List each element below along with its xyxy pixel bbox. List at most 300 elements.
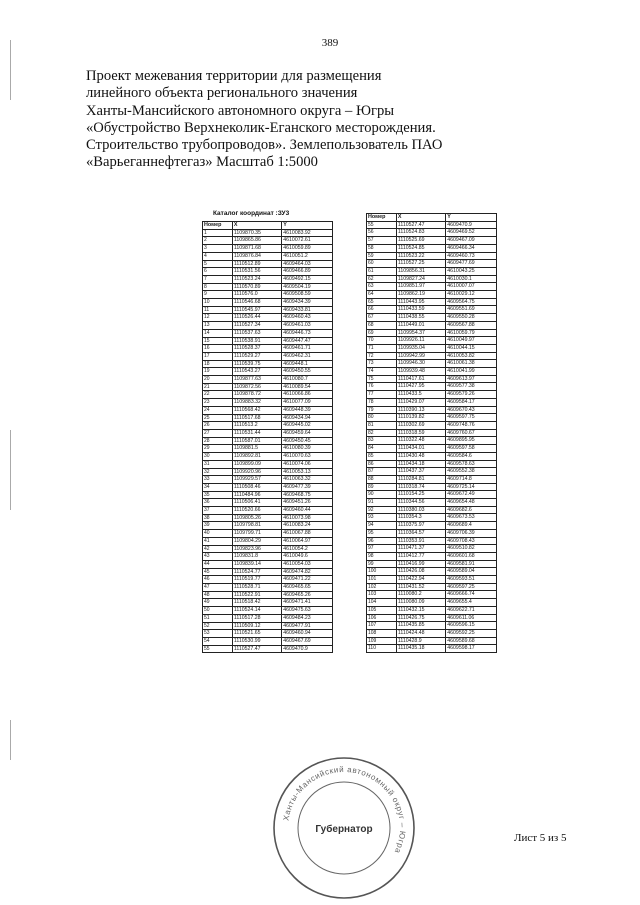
- x-coordinate: 1110432.15: [396, 606, 445, 614]
- point-number: 27: [203, 429, 233, 437]
- table-row: [367, 499, 497, 507]
- x-coordinate: 1110426.75: [396, 614, 445, 622]
- y-coordinate: 4609708.43: [446, 537, 497, 545]
- column-header-x: X: [232, 222, 281, 230]
- table-row: [203, 545, 333, 553]
- point-number: 66: [367, 306, 397, 314]
- table-row: [367, 306, 497, 314]
- y-coordinate: 4610083.24: [282, 522, 333, 530]
- point-number: 53: [203, 630, 233, 638]
- x-coordinate: 1109942.99: [396, 352, 445, 360]
- point-number: 10: [203, 299, 233, 307]
- table-row: [367, 537, 497, 545]
- table-row: [367, 383, 497, 391]
- table-row: [367, 321, 497, 329]
- y-coordinate: 4609477.39: [282, 483, 333, 491]
- x-coordinate: 1110412.77: [396, 552, 445, 560]
- x-coordinate: 1110354.3: [396, 514, 445, 522]
- x-coordinate: 1110426.08: [396, 568, 445, 576]
- x-coordinate: 1109823.96: [232, 545, 281, 553]
- y-coordinate: 4610067.88: [282, 530, 333, 538]
- y-coordinate: 4609895.95: [446, 437, 497, 445]
- y-coordinate: 4609434.94: [282, 414, 333, 422]
- x-coordinate: 1110509.12: [232, 622, 281, 630]
- y-coordinate: 4609584.17: [446, 398, 497, 406]
- table-row: [203, 337, 333, 345]
- x-coordinate: 1109851.97: [396, 283, 445, 291]
- title-line: линейного объекта регионального значения: [86, 85, 358, 102]
- y-coordinate: 4610083.92: [282, 229, 333, 237]
- table-row: [203, 283, 333, 291]
- scan-edge-mark: [10, 720, 11, 760]
- point-number: 55: [203, 645, 233, 653]
- x-coordinate: 1110527.47: [232, 645, 281, 653]
- y-coordinate: 4610089.54: [282, 383, 333, 391]
- point-number: 51: [203, 614, 233, 622]
- y-coordinate: 4609465.65: [282, 584, 333, 592]
- point-number: 62: [367, 275, 397, 283]
- x-coordinate: 1110417.61: [396, 375, 445, 383]
- point-number: 52: [203, 622, 233, 630]
- x-coordinate: 1110576.0: [232, 291, 281, 299]
- table-row: [203, 422, 333, 430]
- point-number: 22: [203, 391, 233, 399]
- point-number: 15: [203, 337, 233, 345]
- x-coordinate: 1110424.48: [396, 629, 445, 637]
- y-coordinate: 4610044.15: [446, 344, 497, 352]
- y-coordinate: 4609461.03: [282, 322, 333, 330]
- x-coordinate: 1109804.29: [232, 537, 281, 545]
- point-number: 38: [203, 514, 233, 522]
- x-coordinate: 1110527.25: [396, 260, 445, 268]
- y-coordinate: 4609460.43: [282, 314, 333, 322]
- table-row: [367, 483, 497, 491]
- table-row: [203, 645, 333, 653]
- y-coordinate: 4609471.22: [282, 576, 333, 584]
- x-coordinate: 1109856.31: [396, 267, 445, 275]
- y-coordinate: 4609469.52: [446, 229, 497, 237]
- x-coordinate: 1110434.01: [396, 445, 445, 453]
- point-number: 84: [367, 445, 397, 453]
- x-coordinate: 1110568.42: [232, 406, 281, 414]
- x-coordinate: 1110430.48: [396, 452, 445, 460]
- point-number: 21: [203, 383, 233, 391]
- y-coordinate: 4609672.49: [446, 491, 497, 499]
- y-coordinate: 4610049.97: [446, 337, 497, 345]
- x-coordinate: 1110434.18: [396, 460, 445, 468]
- table-row: [367, 552, 497, 560]
- point-number: 85: [367, 452, 397, 460]
- table-row: [203, 391, 333, 399]
- x-coordinate: 1110471.37: [396, 545, 445, 553]
- x-coordinate: 1110443.95: [396, 298, 445, 306]
- y-coordinate: 4610049.6: [282, 553, 333, 561]
- point-number: 71: [367, 344, 397, 352]
- point-number: 17: [203, 352, 233, 360]
- table-row: [367, 244, 497, 252]
- y-coordinate: 4609470.9: [282, 645, 333, 653]
- point-number: 74: [367, 368, 397, 376]
- column-header-number: Номер: [203, 222, 233, 230]
- y-coordinate: 4610080.7: [282, 376, 333, 384]
- x-coordinate: 1110422.94: [396, 576, 445, 584]
- y-coordinate: 4609589.68: [446, 637, 497, 645]
- x-coordinate: 1109865.86: [232, 237, 281, 245]
- x-coordinate: 1110284.81: [396, 475, 445, 483]
- table-row: [203, 530, 333, 538]
- table-row: [203, 560, 333, 568]
- x-coordinate: 1110438.55: [396, 314, 445, 322]
- y-coordinate: 4609706.39: [446, 529, 497, 537]
- table-row: [367, 606, 497, 614]
- x-coordinate: 1110322.48: [396, 437, 445, 445]
- title-line: «Варьеганнефтегаз» Масштаб 1:5000: [86, 154, 318, 171]
- x-coordinate: 1109805.26: [232, 514, 281, 522]
- table-row: [203, 406, 333, 414]
- y-coordinate: 4609451.26: [282, 499, 333, 507]
- point-number: 92: [367, 506, 397, 514]
- y-coordinate: 4609654.48: [446, 499, 497, 507]
- scan-edge-mark: [10, 40, 11, 100]
- y-coordinate: 4610053.82: [446, 352, 497, 360]
- point-number: 68: [367, 321, 397, 329]
- point-number: 108: [367, 629, 397, 637]
- x-coordinate: 1110530.99: [232, 637, 281, 645]
- table-row: [203, 599, 333, 607]
- point-number: 37: [203, 507, 233, 515]
- table-row: [203, 399, 333, 407]
- point-number: 98: [367, 552, 397, 560]
- x-coordinate: 1109876.84: [232, 252, 281, 260]
- table-row: [367, 445, 497, 453]
- table-row: [367, 421, 497, 429]
- point-number: 96: [367, 537, 397, 545]
- point-number: 102: [367, 583, 397, 591]
- point-number: 4: [203, 252, 233, 260]
- table-row: [203, 383, 333, 391]
- table-row: [367, 629, 497, 637]
- point-number: 97: [367, 545, 397, 553]
- x-coordinate: 1109881.5: [232, 445, 281, 453]
- x-coordinate: 1110364.57: [396, 529, 445, 537]
- x-coordinate: 1109883.32: [232, 399, 281, 407]
- x-coordinate: 1110518.42: [232, 599, 281, 607]
- table-row: [203, 576, 333, 584]
- x-coordinate: 1110537.63: [232, 329, 281, 337]
- table-row: [367, 429, 497, 437]
- x-coordinate: 1109862.19: [396, 291, 445, 299]
- table-row: [203, 360, 333, 368]
- table-row: [367, 491, 497, 499]
- y-coordinate: 4609613.97: [446, 375, 497, 383]
- table-row: [367, 391, 497, 399]
- point-number: 57: [367, 237, 397, 245]
- x-coordinate: 1110523.24: [232, 275, 281, 283]
- point-number: 89: [367, 483, 397, 491]
- table-row: [203, 368, 333, 376]
- y-coordinate: 4610007.07: [446, 283, 497, 291]
- x-coordinate: 1110154.25: [396, 491, 445, 499]
- table-row: [367, 283, 497, 291]
- x-coordinate: 1110529.27: [232, 352, 281, 360]
- table-row: [203, 460, 333, 468]
- y-coordinate: 4610041.99: [446, 368, 497, 376]
- point-number: 72: [367, 352, 397, 360]
- point-number: 110: [367, 645, 397, 653]
- x-coordinate: 1109954.37: [396, 329, 445, 337]
- point-number: 81: [367, 421, 397, 429]
- table-row: [203, 299, 333, 307]
- x-coordinate: 1110431.52: [396, 583, 445, 591]
- table-row: [367, 545, 497, 553]
- y-coordinate: 4609445.02: [282, 422, 333, 430]
- x-coordinate: 1109878.72: [232, 391, 281, 399]
- table-row: [203, 229, 333, 237]
- x-coordinate: 1110524.83: [396, 229, 445, 237]
- x-coordinate: 1110435.18: [396, 645, 445, 653]
- x-coordinate: 1110531.56: [232, 268, 281, 276]
- y-coordinate: 4609593.51: [446, 576, 497, 584]
- point-number: 87: [367, 468, 397, 476]
- x-coordinate: 1110344.56: [396, 499, 445, 507]
- x-coordinate: 1109929.57: [232, 476, 281, 484]
- table-row: [367, 529, 497, 537]
- table-row: [367, 645, 497, 653]
- x-coordinate: 1110427.95: [396, 383, 445, 391]
- y-coordinate: 4609579.26: [446, 391, 497, 399]
- point-number: 6: [203, 268, 233, 276]
- point-number: 107: [367, 622, 397, 630]
- y-coordinate: 4610054.03: [282, 560, 333, 568]
- y-coordinate: 4609492.15: [282, 275, 333, 283]
- table-row: [203, 537, 333, 545]
- x-coordinate: 1110512.89: [232, 260, 281, 268]
- x-coordinate: 1110080.2: [396, 591, 445, 599]
- table-row: [203, 260, 333, 268]
- table-row: [203, 453, 333, 461]
- table-row: [367, 337, 497, 345]
- table-row: [367, 460, 497, 468]
- point-number: 8: [203, 283, 233, 291]
- point-number: 59: [367, 252, 397, 260]
- table-row: [203, 252, 333, 260]
- y-coordinate: 4609655.4: [446, 599, 497, 607]
- seal-ring-text: Ханты-Мансийский автономный округ – Югра: [281, 764, 408, 856]
- table-row: [203, 291, 333, 299]
- x-coordinate: 1109926.11: [396, 337, 445, 345]
- point-number: 35: [203, 491, 233, 499]
- y-coordinate: 4609673.53: [446, 514, 497, 522]
- scan-edge-mark: [10, 430, 11, 510]
- x-coordinate: 1110526.44: [232, 314, 281, 322]
- table-row: [367, 614, 497, 622]
- y-coordinate: 4609748.76: [446, 421, 497, 429]
- column-header-x: X: [396, 214, 445, 222]
- point-number: 18: [203, 360, 233, 368]
- point-number: 32: [203, 468, 233, 476]
- y-coordinate: 4609510.82: [446, 545, 497, 553]
- point-number: 79: [367, 406, 397, 414]
- table-row: [203, 522, 333, 530]
- y-coordinate: 4609550.28: [446, 314, 497, 322]
- point-number: 104: [367, 599, 397, 607]
- page-number: 389: [321, 37, 339, 49]
- title-line: Ханты-Мансийского автономного округа – Югры: [86, 102, 395, 119]
- y-coordinate: 4609592.25: [446, 629, 497, 637]
- table-row: [367, 591, 497, 599]
- y-coordinate: 4609682.6: [446, 506, 497, 514]
- x-coordinate: 1110318.74: [396, 483, 445, 491]
- y-coordinate: 4610061.38: [446, 360, 497, 368]
- x-coordinate: 1110139.82: [396, 414, 445, 422]
- point-number: 13: [203, 322, 233, 330]
- y-coordinate: 4610059.79: [446, 329, 497, 337]
- table-row: [203, 437, 333, 445]
- x-coordinate: 1109946.30: [396, 360, 445, 368]
- table-row: [203, 491, 333, 499]
- table-row: [367, 414, 497, 422]
- point-number: 100: [367, 568, 397, 576]
- x-coordinate: 1109877.63: [232, 376, 281, 384]
- table-row: [203, 584, 333, 592]
- point-number: 83: [367, 437, 397, 445]
- title-line: Строительство трубопроводов». Землепользователь ПАО: [86, 137, 443, 154]
- point-number: 49: [203, 599, 233, 607]
- point-number: 34: [203, 483, 233, 491]
- x-coordinate: 1110416.99: [396, 560, 445, 568]
- table-row: [367, 522, 497, 530]
- table-row: [203, 507, 333, 515]
- point-number: 61: [367, 267, 397, 275]
- y-coordinate: 4609477.69: [446, 260, 497, 268]
- y-coordinate: 4610070.63: [282, 453, 333, 461]
- x-coordinate: 1109892.81: [232, 453, 281, 461]
- x-coordinate: 1109872.56: [232, 383, 281, 391]
- x-coordinate: 1110587.01: [232, 437, 281, 445]
- table-row: [367, 576, 497, 584]
- x-coordinate: 1109920.96: [232, 468, 281, 476]
- y-coordinate: 4609433.81: [282, 306, 333, 314]
- table-row: [367, 360, 497, 368]
- table-row: [367, 237, 497, 245]
- table-row: [367, 252, 497, 260]
- table-row: [203, 468, 333, 476]
- y-coordinate: 4609467.09: [446, 237, 497, 245]
- y-coordinate: 4609581.91: [446, 560, 497, 568]
- sheet-footer: Лист 5 из 5: [514, 832, 567, 844]
- y-coordinate: 4609474.82: [282, 568, 333, 576]
- catalog-title: Каталог координат :ЗУ3: [213, 210, 290, 217]
- y-coordinate: 4610054.2: [282, 545, 333, 553]
- table-row: [203, 268, 333, 276]
- y-coordinate: 4609589.04: [446, 568, 497, 576]
- table-row: [203, 637, 333, 645]
- x-coordinate: 1110508.46: [232, 483, 281, 491]
- coordinate-table-left: [202, 221, 333, 653]
- y-coordinate: 4609446.73: [282, 329, 333, 337]
- y-coordinate: 4609464.03: [282, 260, 333, 268]
- table-row: [203, 322, 333, 330]
- y-coordinate: 4609460.94: [282, 630, 333, 638]
- table-row: [203, 329, 333, 337]
- column-header-y: Y: [282, 222, 333, 230]
- point-number: 24: [203, 406, 233, 414]
- point-number: 105: [367, 606, 397, 614]
- governor-seal: [270, 754, 418, 902]
- y-coordinate: 4609447.47: [282, 337, 333, 345]
- point-number: 45: [203, 568, 233, 576]
- point-number: 77: [367, 391, 397, 399]
- x-coordinate: 1110519.77: [232, 576, 281, 584]
- x-coordinate: 1109827.24: [396, 275, 445, 283]
- y-coordinate: 4610064.97: [282, 537, 333, 545]
- table-row: [203, 275, 333, 283]
- x-coordinate: 1110433.59: [396, 306, 445, 314]
- point-number: 47: [203, 584, 233, 592]
- x-coordinate: 1109935.04: [396, 344, 445, 352]
- y-coordinate: 4609460.44: [282, 507, 333, 515]
- y-coordinate: 4609611.06: [446, 614, 497, 622]
- point-number: 7: [203, 275, 233, 283]
- point-number: 99: [367, 560, 397, 568]
- y-coordinate: 4609596.15: [446, 622, 497, 630]
- point-number: 43: [203, 553, 233, 561]
- point-number: 3: [203, 245, 233, 253]
- point-number: 16: [203, 345, 233, 353]
- table-row: [203, 445, 333, 453]
- y-coordinate: 4610030.1: [446, 275, 497, 283]
- x-coordinate: 1110522.91: [232, 591, 281, 599]
- point-number: 50: [203, 607, 233, 615]
- table-row: [203, 352, 333, 360]
- x-coordinate: 1109831.8: [232, 553, 281, 561]
- point-number: 103: [367, 591, 397, 599]
- y-coordinate: 4609466.89: [282, 268, 333, 276]
- table-row: [367, 475, 497, 483]
- x-coordinate: 1110318.59: [396, 429, 445, 437]
- y-coordinate: 4609597.58: [446, 445, 497, 453]
- y-coordinate: 4609601.68: [446, 552, 497, 560]
- point-number: 14: [203, 329, 233, 337]
- y-coordinate: 4609622.71: [446, 606, 497, 614]
- x-coordinate: 1110527.34: [232, 322, 281, 330]
- y-coordinate: 4609450.55: [282, 368, 333, 376]
- x-coordinate: 1110484.96: [232, 491, 281, 499]
- point-number: 19: [203, 368, 233, 376]
- point-number: 23: [203, 399, 233, 407]
- x-coordinate: 1110302.69: [396, 421, 445, 429]
- document-title: [86, 68, 526, 172]
- point-number: 64: [367, 291, 397, 299]
- table-row: [367, 267, 497, 275]
- y-coordinate: 4609475.63: [282, 607, 333, 615]
- x-coordinate: 1110543.27: [232, 368, 281, 376]
- point-number: 29: [203, 445, 233, 453]
- y-coordinate: 4610077.09: [282, 399, 333, 407]
- x-coordinate: 1109798.81: [232, 522, 281, 530]
- y-coordinate: 4609578.63: [446, 460, 497, 468]
- x-coordinate: 1110449.01: [396, 321, 445, 329]
- point-number: 55: [367, 221, 397, 229]
- x-coordinate: 1110546.68: [232, 299, 281, 307]
- x-coordinate: 1110380.03: [396, 506, 445, 514]
- table-row: [203, 514, 333, 522]
- table-header-row: [367, 214, 497, 222]
- x-coordinate: 1110520.66: [232, 507, 281, 515]
- x-coordinate: 1110524.77: [232, 568, 281, 576]
- table-row: [367, 275, 497, 283]
- point-number: 65: [367, 298, 397, 306]
